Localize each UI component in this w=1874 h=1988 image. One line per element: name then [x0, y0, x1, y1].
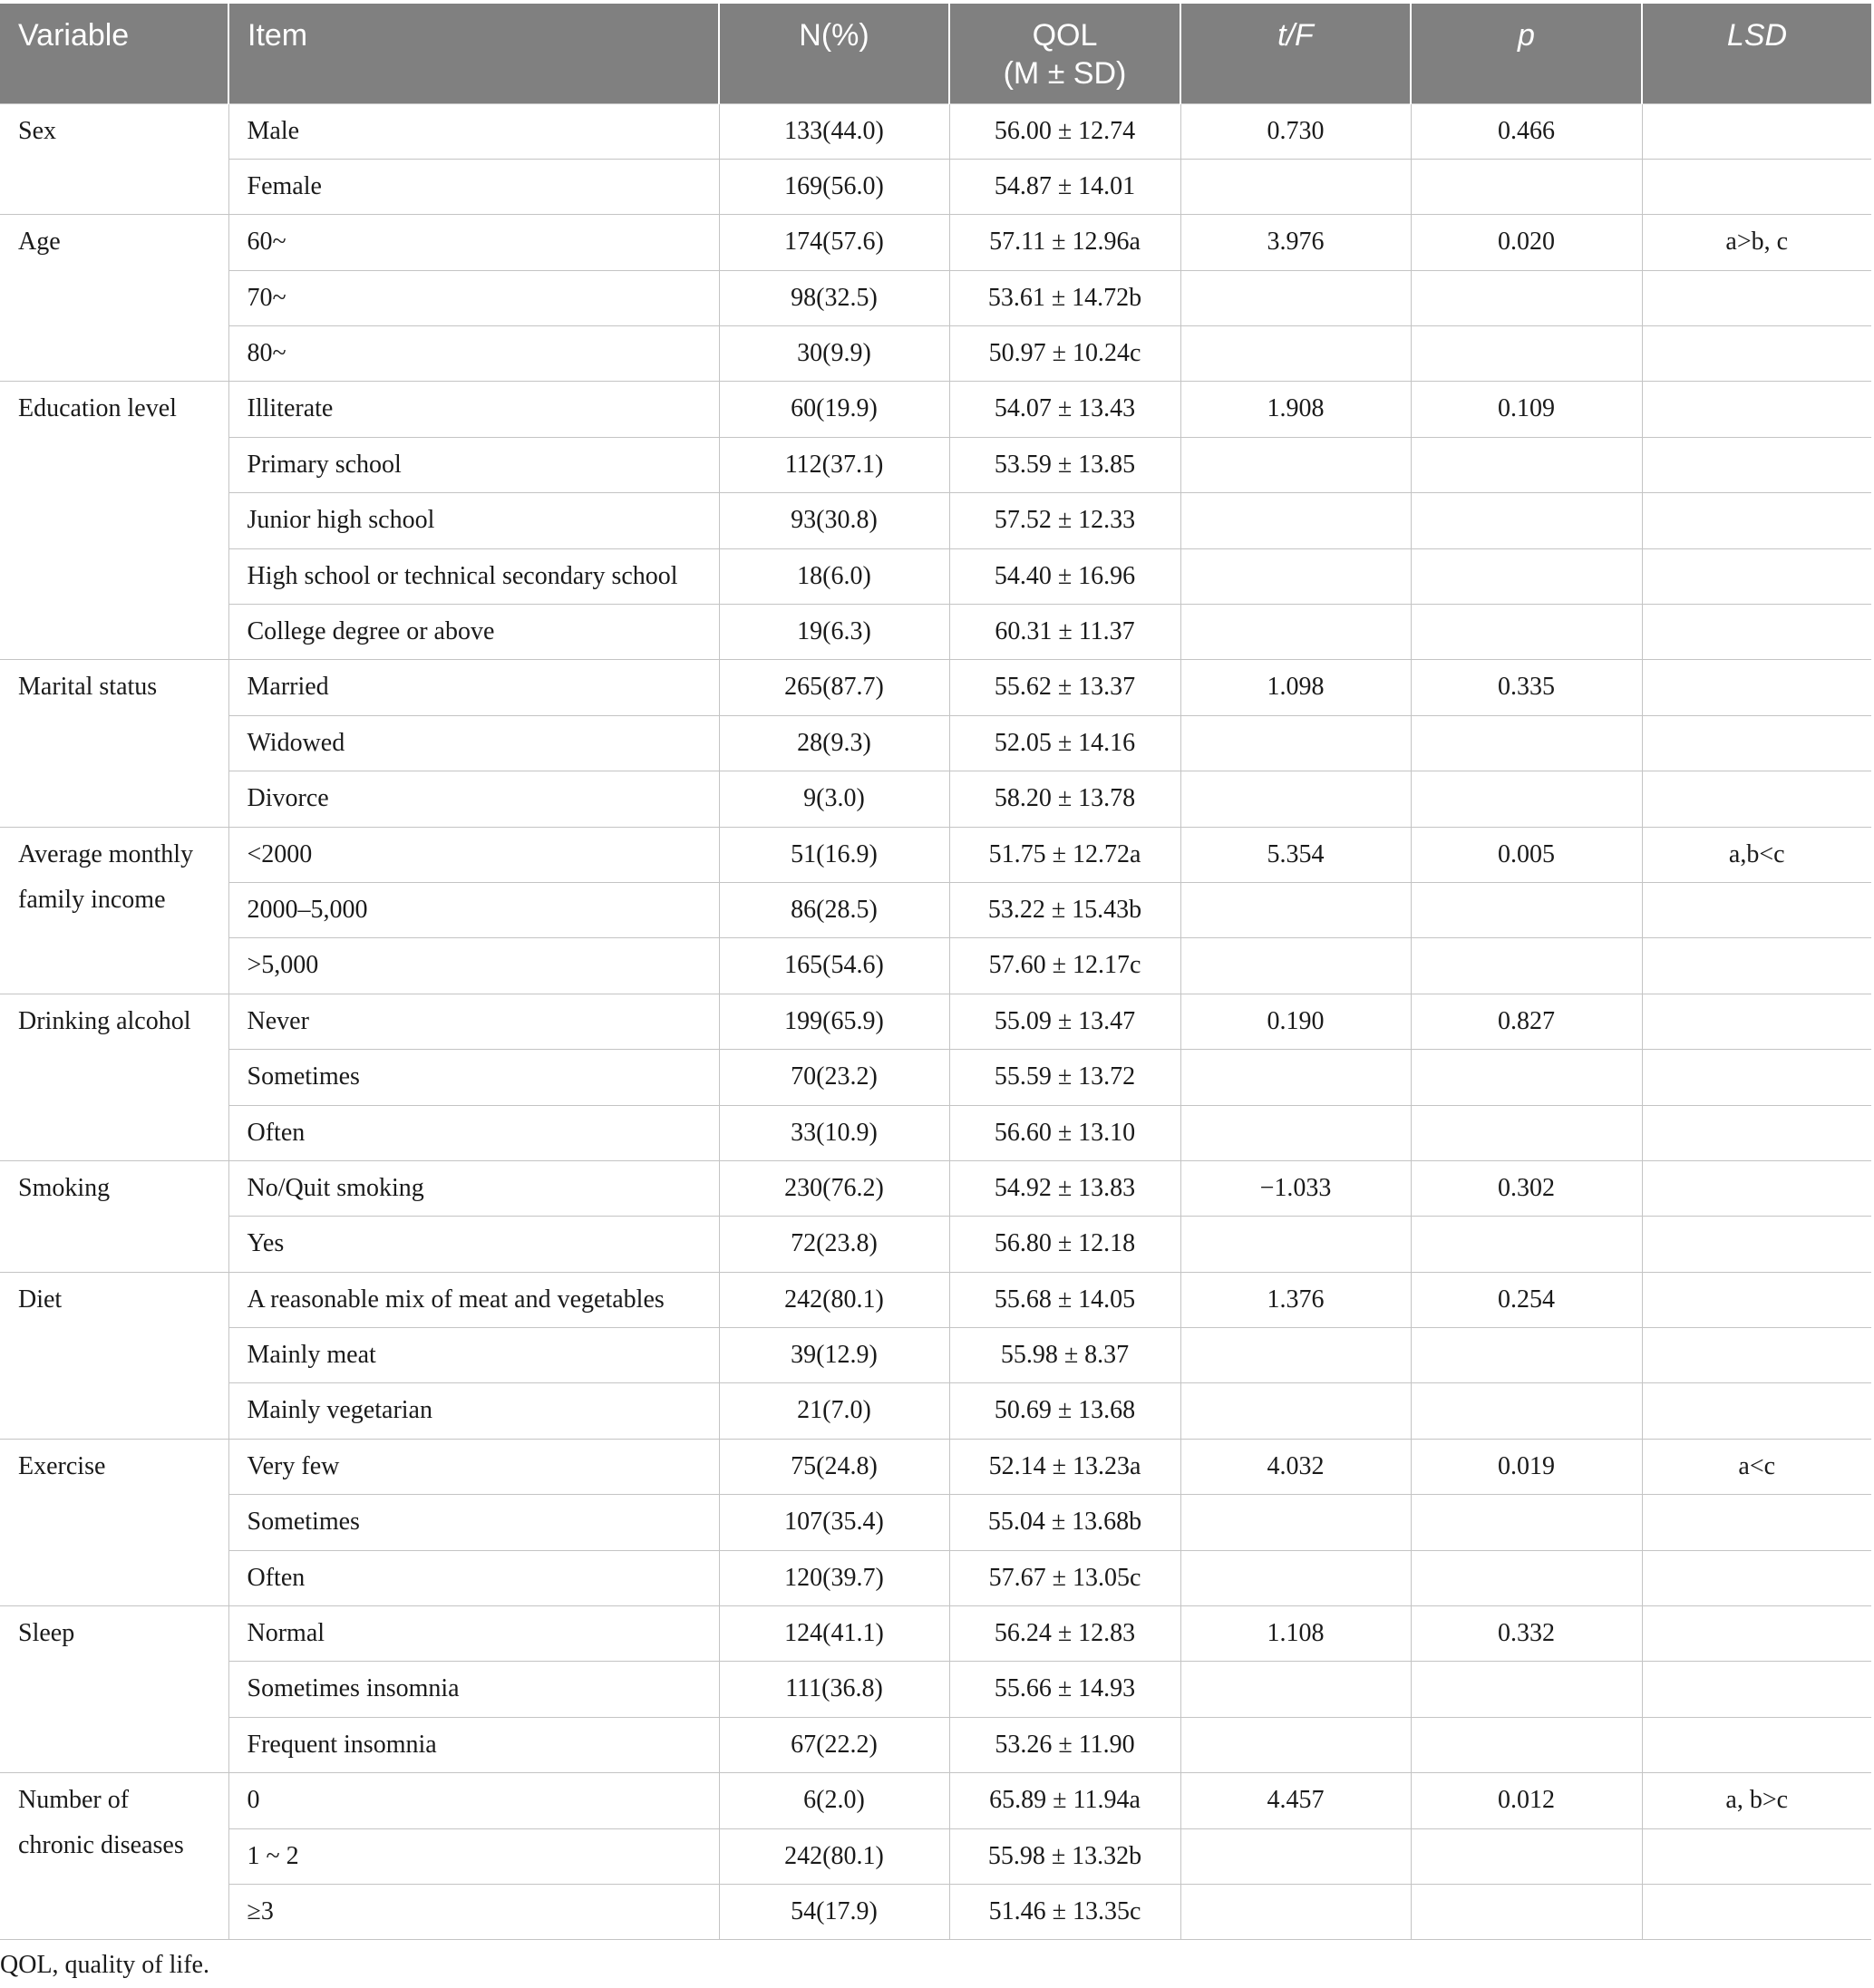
cell-n-percent: 39(12.9) — [719, 1328, 949, 1383]
cell-variable: Sex — [0, 103, 228, 215]
cell-item: A reasonable mix of meat and vegetables — [228, 1272, 719, 1327]
header-item: Item — [228, 4, 719, 103]
table-row — [0, 1439, 1871, 1494]
cell-item: Widowed — [228, 715, 719, 771]
cell-n-percent: 107(35.4) — [719, 1495, 949, 1550]
cell-item: 70~ — [228, 270, 719, 325]
cell-t-f: 5.354 — [1180, 827, 1411, 882]
table-row — [0, 326, 1871, 382]
cell-p: 0.302 — [1411, 1160, 1642, 1216]
cell-p — [1411, 771, 1642, 827]
table-row — [0, 605, 1871, 660]
cell-qol: 57.67 ± 13.05c — [949, 1550, 1180, 1605]
cell-p — [1411, 605, 1642, 660]
cell-item: 60~ — [228, 215, 719, 270]
cell-n-percent: 72(23.8) — [719, 1217, 949, 1272]
header-qol-line2: (M ± SD) — [1003, 56, 1127, 91]
cell-lsd — [1642, 1160, 1871, 1216]
cell-t-f — [1180, 882, 1411, 937]
cell-n-percent: 230(76.2) — [719, 1160, 949, 1216]
cell-variable: Exercise — [0, 1439, 228, 1605]
table-row — [0, 1160, 1871, 1216]
cell-item: Male — [228, 103, 719, 159]
cell-variable: Drinking alcohol — [0, 994, 228, 1160]
table-row — [0, 159, 1871, 214]
table-row — [0, 1217, 1871, 1272]
table-row — [0, 103, 1871, 159]
cell-lsd — [1642, 1105, 1871, 1160]
cell-qol: 52.05 ± 14.16 — [949, 715, 1180, 771]
cell-p — [1411, 326, 1642, 382]
cell-n-percent: 98(32.5) — [719, 270, 949, 325]
header-p — [1411, 4, 1642, 103]
cell-lsd — [1642, 605, 1871, 660]
cell-t-f — [1180, 1217, 1411, 1272]
cell-item: Sometimes insomnia — [228, 1662, 719, 1717]
table-row — [0, 382, 1871, 437]
cell-qol: 57.52 ± 12.33 — [949, 493, 1180, 548]
cell-t-f — [1180, 1717, 1411, 1772]
cell-lsd — [1642, 1328, 1871, 1383]
cell-p — [1411, 715, 1642, 771]
header-qol-line1: QOL — [1032, 18, 1098, 53]
cell-n-percent: 174(57.6) — [719, 215, 949, 270]
table-row — [0, 1773, 1871, 1828]
cell-t-f — [1180, 326, 1411, 382]
table-row — [0, 1383, 1871, 1439]
table-row — [0, 994, 1871, 1049]
cell-lsd — [1642, 437, 1871, 492]
cell-p — [1411, 1050, 1642, 1105]
cell-p — [1411, 270, 1642, 325]
cell-t-f: 1.108 — [1180, 1606, 1411, 1662]
cell-variable: Age — [0, 215, 228, 382]
cell-lsd: a,b<c — [1642, 827, 1871, 882]
table-row — [0, 1662, 1871, 1717]
cell-n-percent: 75(24.8) — [719, 1439, 949, 1494]
cell-lsd — [1642, 493, 1871, 548]
cell-item: 80~ — [228, 326, 719, 382]
cell-t-f — [1180, 1885, 1411, 1940]
header-qol — [949, 4, 1180, 103]
cell-qol: 55.66 ± 14.93 — [949, 1662, 1180, 1717]
cell-lsd — [1642, 548, 1871, 604]
cell-lsd: a<c — [1642, 1439, 1871, 1494]
cell-lsd — [1642, 994, 1871, 1049]
cell-item: Normal — [228, 1606, 719, 1662]
cell-lsd — [1642, 1495, 1871, 1550]
cell-item: Primary school — [228, 437, 719, 492]
cell-lsd — [1642, 326, 1871, 382]
cell-qol: 51.75 ± 12.72a — [949, 827, 1180, 882]
cell-p: 0.827 — [1411, 994, 1642, 1049]
cell-lsd — [1642, 1272, 1871, 1327]
cell-item: 2000–5,000 — [228, 882, 719, 937]
table-row — [0, 270, 1871, 325]
cell-n-percent: 18(6.0) — [719, 548, 949, 604]
table-row — [0, 1328, 1871, 1383]
cell-item: Sometimes — [228, 1495, 719, 1550]
cell-t-f: 0.190 — [1180, 994, 1411, 1049]
cell-p — [1411, 1885, 1642, 1940]
cell-p — [1411, 882, 1642, 937]
cell-p — [1411, 159, 1642, 214]
cell-lsd — [1642, 1717, 1871, 1772]
cell-n-percent: 199(65.9) — [719, 994, 949, 1049]
cell-lsd — [1642, 1606, 1871, 1662]
cell-item: 0 — [228, 1773, 719, 1828]
cell-qol: 53.61 ± 14.72b — [949, 270, 1180, 325]
cell-lsd — [1642, 1828, 1871, 1884]
cell-variable: Smoking — [0, 1160, 228, 1272]
cell-n-percent: 169(56.0) — [719, 159, 949, 214]
table-row — [0, 493, 1871, 548]
cell-item: Yes — [228, 1217, 719, 1272]
cell-variable: Education level — [0, 382, 228, 660]
cell-p — [1411, 1383, 1642, 1439]
cell-qol: 54.87 ± 14.01 — [949, 159, 1180, 214]
cell-p — [1411, 1495, 1642, 1550]
cell-n-percent: 51(16.9) — [719, 827, 949, 882]
cell-n-percent: 112(37.1) — [719, 437, 949, 492]
cell-qol: 65.89 ± 11.94a — [949, 1773, 1180, 1828]
cell-t-f: 4.032 — [1180, 1439, 1411, 1494]
cell-item: College degree or above — [228, 605, 719, 660]
cell-item: Married — [228, 660, 719, 715]
cell-p: 0.254 — [1411, 1272, 1642, 1327]
cell-t-f: 4.457 — [1180, 1773, 1411, 1828]
cell-item: >5,000 — [228, 938, 719, 994]
table-row — [0, 1105, 1871, 1160]
table-row — [0, 1495, 1871, 1550]
table-row — [0, 1272, 1871, 1327]
cell-qol: 56.24 ± 12.83 — [949, 1606, 1180, 1662]
cell-n-percent: 19(6.3) — [719, 605, 949, 660]
cell-n-percent: 165(54.6) — [719, 938, 949, 994]
cell-qol: 55.62 ± 13.37 — [949, 660, 1180, 715]
cell-t-f: 1.098 — [1180, 660, 1411, 715]
cell-item: ≥3 — [228, 1885, 719, 1940]
cell-t-f — [1180, 1105, 1411, 1160]
cell-t-f — [1180, 548, 1411, 604]
cell-lsd — [1642, 1383, 1871, 1439]
cell-qol: 56.80 ± 12.18 — [949, 1217, 1180, 1272]
table-row — [0, 1550, 1871, 1605]
cell-n-percent: 67(22.2) — [719, 1717, 949, 1772]
cell-n-percent: 93(30.8) — [719, 493, 949, 548]
cell-item: No/Quit smoking — [228, 1160, 719, 1216]
table-header — [0, 4, 1871, 103]
cell-qol: 55.68 ± 14.05 — [949, 1272, 1180, 1327]
cell-p — [1411, 1550, 1642, 1605]
cell-t-f — [1180, 1050, 1411, 1105]
cell-t-f: −1.033 — [1180, 1160, 1411, 1216]
cell-lsd — [1642, 1550, 1871, 1605]
cell-item: Junior high school — [228, 493, 719, 548]
header-n-percent: N(%) — [719, 4, 949, 103]
cell-lsd — [1642, 715, 1871, 771]
table-row — [0, 715, 1871, 771]
cell-n-percent: 30(9.9) — [719, 326, 949, 382]
table-row — [0, 882, 1871, 937]
cell-qol: 53.59 ± 13.85 — [949, 437, 1180, 492]
cell-t-f — [1180, 1495, 1411, 1550]
cell-p — [1411, 437, 1642, 492]
cell-p — [1411, 1717, 1642, 1772]
cell-n-percent: 54(17.9) — [719, 1885, 949, 1940]
cell-variable: Sleep — [0, 1606, 228, 1773]
cell-lsd — [1642, 382, 1871, 437]
cell-qol: 50.69 ± 13.68 — [949, 1383, 1180, 1439]
cell-n-percent: 242(80.1) — [719, 1272, 949, 1327]
cell-t-f — [1180, 1828, 1411, 1884]
cell-variable: Diet — [0, 1272, 228, 1439]
cell-item: <2000 — [228, 827, 719, 882]
header-lsd — [1642, 4, 1871, 103]
table-container — [0, 4, 1871, 1940]
cell-n-percent: 6(2.0) — [719, 1773, 949, 1828]
cell-n-percent: 28(9.3) — [719, 715, 949, 771]
header-p-label: p — [1518, 18, 1535, 53]
cell-lsd — [1642, 771, 1871, 827]
cell-p: 0.020 — [1411, 215, 1642, 270]
cell-lsd — [1642, 103, 1871, 159]
cell-item: Very few — [228, 1439, 719, 1494]
cell-qol: 52.14 ± 13.23a — [949, 1439, 1180, 1494]
cell-p — [1411, 548, 1642, 604]
cell-qol: 56.60 ± 13.10 — [949, 1105, 1180, 1160]
table-row — [0, 1828, 1871, 1884]
cell-t-f: 1.376 — [1180, 1272, 1411, 1327]
cell-t-f — [1180, 437, 1411, 492]
cell-qol: 54.07 ± 13.43 — [949, 382, 1180, 437]
cell-qol: 50.97 ± 10.24c — [949, 326, 1180, 382]
cell-variable: Number of chronic diseases — [0, 1773, 228, 1940]
cell-variable: Marital status — [0, 660, 228, 827]
cell-lsd — [1642, 270, 1871, 325]
table-row — [0, 548, 1871, 604]
cell-t-f: 3.976 — [1180, 215, 1411, 270]
table-row — [0, 215, 1871, 270]
cell-lsd: a>b, c — [1642, 215, 1871, 270]
cell-n-percent: 120(39.7) — [719, 1550, 949, 1605]
table-row — [0, 1885, 1871, 1940]
table-body — [0, 103, 1871, 1940]
cell-item: 1 ~ 2 — [228, 1828, 719, 1884]
cell-p — [1411, 493, 1642, 548]
table-row — [0, 437, 1871, 492]
cell-n-percent: 265(87.7) — [719, 660, 949, 715]
cell-lsd: a, b>c — [1642, 1773, 1871, 1828]
cell-qol: 55.04 ± 13.68b — [949, 1495, 1180, 1550]
cell-n-percent: 9(3.0) — [719, 771, 949, 827]
cell-item: Divorce — [228, 771, 719, 827]
cell-item: Frequent insomnia — [228, 1717, 719, 1772]
cell-qol: 56.00 ± 12.74 — [949, 103, 1180, 159]
cell-t-f — [1180, 1662, 1411, 1717]
table-row — [0, 1050, 1871, 1105]
cell-n-percent: 70(23.2) — [719, 1050, 949, 1105]
cell-t-f — [1180, 493, 1411, 548]
cell-n-percent: 124(41.1) — [719, 1606, 949, 1662]
header-t-f — [1180, 4, 1411, 103]
cell-p — [1411, 1105, 1642, 1160]
cell-qol: 57.60 ± 12.17c — [949, 938, 1180, 994]
cell-p: 0.012 — [1411, 1773, 1642, 1828]
cell-qol: 60.31 ± 11.37 — [949, 605, 1180, 660]
cell-lsd — [1642, 1050, 1871, 1105]
cell-p — [1411, 1217, 1642, 1272]
table-row — [0, 771, 1871, 827]
cell-p — [1411, 1328, 1642, 1383]
cell-qol: 55.09 ± 13.47 — [949, 994, 1180, 1049]
cell-t-f — [1180, 270, 1411, 325]
cell-t-f — [1180, 1550, 1411, 1605]
cell-item: Female — [228, 159, 719, 214]
qol-table — [0, 4, 1871, 1940]
cell-n-percent: 133(44.0) — [719, 103, 949, 159]
cell-lsd — [1642, 882, 1871, 937]
table-row — [0, 938, 1871, 994]
cell-item: Often — [228, 1105, 719, 1160]
header-lsd-label: LSD — [1726, 18, 1788, 53]
cell-n-percent: 21(7.0) — [719, 1383, 949, 1439]
cell-t-f — [1180, 715, 1411, 771]
table-row — [0, 827, 1871, 882]
cell-qol: 53.22 ± 15.43b — [949, 882, 1180, 937]
cell-qol: 53.26 ± 11.90 — [949, 1717, 1180, 1772]
cell-t-f — [1180, 1328, 1411, 1383]
cell-lsd — [1642, 1662, 1871, 1717]
cell-p: 0.332 — [1411, 1606, 1642, 1662]
cell-lsd — [1642, 159, 1871, 214]
cell-qol: 55.59 ± 13.72 — [949, 1050, 1180, 1105]
cell-t-f — [1180, 1383, 1411, 1439]
cell-variable: Average monthly family income — [0, 827, 228, 994]
cell-p — [1411, 938, 1642, 994]
cell-t-f — [1180, 605, 1411, 660]
cell-item: Mainly vegetarian — [228, 1383, 719, 1439]
cell-p: 0.109 — [1411, 382, 1642, 437]
cell-lsd — [1642, 938, 1871, 994]
cell-p: 0.019 — [1411, 1439, 1642, 1494]
cell-p: 0.466 — [1411, 103, 1642, 159]
cell-t-f — [1180, 771, 1411, 827]
cell-qol: 54.92 ± 13.83 — [949, 1160, 1180, 1216]
cell-t-f — [1180, 159, 1411, 214]
table-row — [0, 1606, 1871, 1662]
cell-qol: 57.11 ± 12.96a — [949, 215, 1180, 270]
cell-item: Mainly meat — [228, 1328, 719, 1383]
header-row — [0, 4, 1871, 103]
cell-item: High school or technical secondary school — [228, 548, 719, 604]
cell-n-percent: 111(36.8) — [719, 1662, 949, 1717]
table-row — [0, 1717, 1871, 1772]
cell-item: Never — [228, 994, 719, 1049]
cell-qol: 54.40 ± 16.96 — [949, 548, 1180, 604]
cell-t-f: 0.730 — [1180, 103, 1411, 159]
cell-qol: 58.20 ± 13.78 — [949, 771, 1180, 827]
cell-n-percent: 242(80.1) — [719, 1828, 949, 1884]
header-variable: Variable — [18, 18, 130, 53]
cell-n-percent: 86(28.5) — [719, 882, 949, 937]
table-row — [0, 660, 1871, 715]
cell-qol: 55.98 ± 8.37 — [949, 1328, 1180, 1383]
cell-item: Sometimes — [228, 1050, 719, 1105]
cell-lsd — [1642, 660, 1871, 715]
cell-item: Often — [228, 1550, 719, 1605]
cell-n-percent: 33(10.9) — [719, 1105, 949, 1160]
cell-t-f: 1.908 — [1180, 382, 1411, 437]
cell-p — [1411, 1662, 1642, 1717]
table-footnote: QOL, quality of life. — [0, 1951, 209, 1979]
cell-item: Illiterate — [228, 382, 719, 437]
cell-qol: 51.46 ± 13.35c — [949, 1885, 1180, 1940]
cell-qol: 55.98 ± 13.32b — [949, 1828, 1180, 1884]
cell-p: 0.335 — [1411, 660, 1642, 715]
cell-lsd — [1642, 1217, 1871, 1272]
cell-lsd — [1642, 1885, 1871, 1940]
cell-p — [1411, 1828, 1642, 1884]
cell-t-f — [1180, 938, 1411, 994]
cell-p: 0.005 — [1411, 827, 1642, 882]
cell-n-percent: 60(19.9) — [719, 382, 949, 437]
header-t-f-label: t/F — [1277, 18, 1314, 53]
